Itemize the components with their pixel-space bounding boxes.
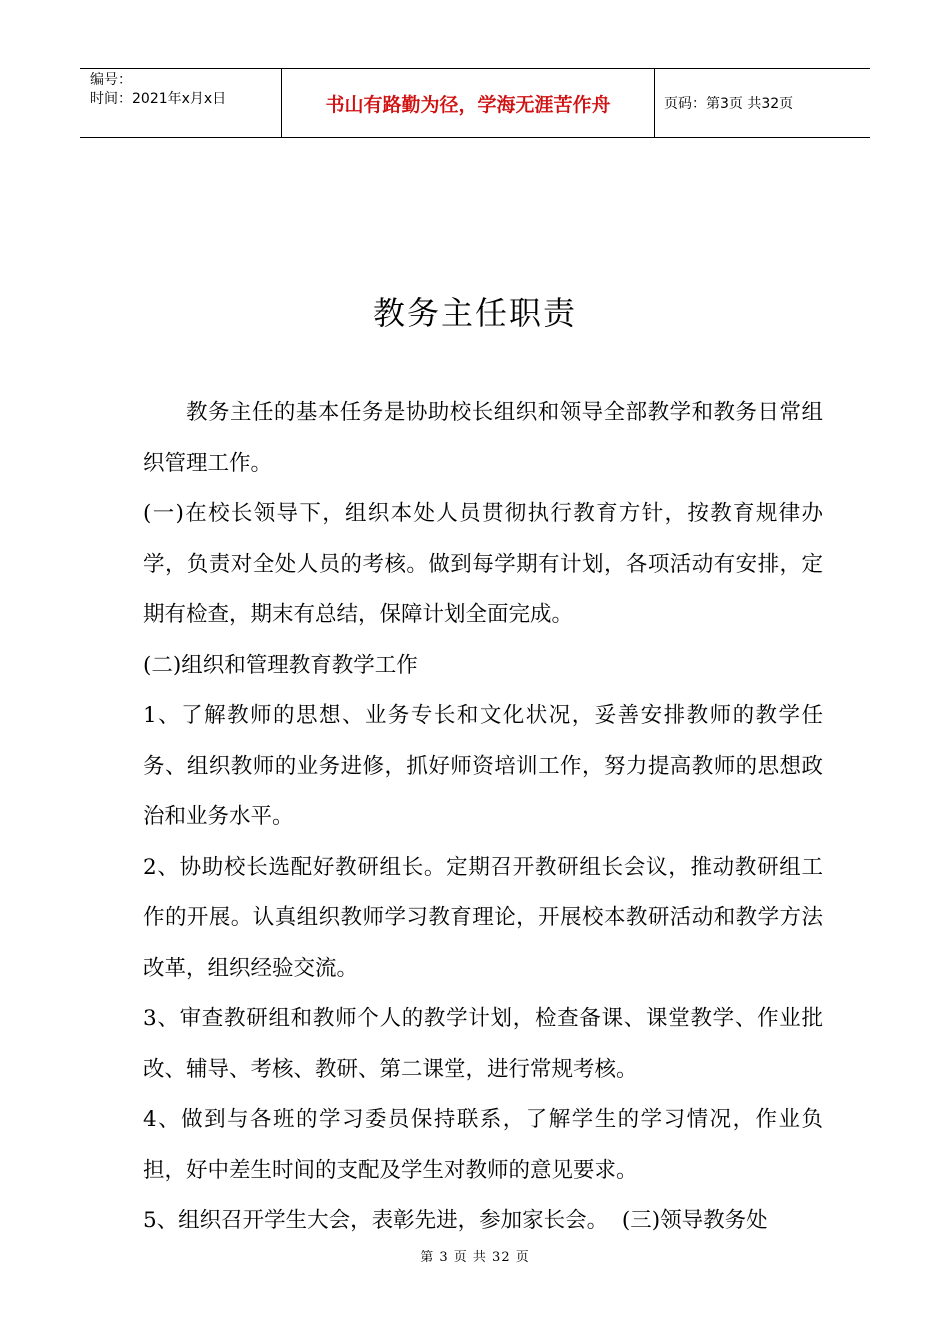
time-label: 时间：2021年x月x日 (90, 91, 227, 107)
paragraph: 教务主任的基本任务是协助校长组织和领导全部教学和教务日常组织管理工作。 (143, 400, 823, 476)
document-title: 教务主任职责 (372, 294, 577, 332)
header-page-info: 页码：第3页 共32页 (664, 96, 794, 112)
document-header (80, 68, 870, 138)
paragraph: 3、审查教研组和教师个人的教学计划，检查备课、课堂教学、作业批改、辅导、考核、教研、第二课堂，进行常规考核。 (143, 1006, 823, 1082)
paragraph: 4、做到与各班的学习委员保持联系，了解学生的学习情况，作业负担，好中差生时间的支配及学生对教师的意见要求。 (143, 1107, 823, 1183)
paragraph: 1、了解教师的思想、业务专长和文化状况，妥善安排教师的教学任务、组织教师的业务进修，抓好师资培训工作，努力提高教师的思想政治和业务水平。 (143, 703, 823, 829)
document-body (143, 388, 823, 1247)
header-motto: 书山有路勤为径，学海无涯苦作舟 (325, 93, 611, 116)
paragraph: 2、协助校长选配好教研组长。定期召开教研组长会议，推动教研组工作的开展。认真组织教师学习教育理论，开展校本教研活动和教学方法改革，组织经验交流。 (143, 854, 823, 981)
number-label: 编号： (90, 72, 132, 88)
page-footer: 第 3 页 共 32 页 (420, 1250, 530, 1265)
paragraph: (一)在校长领导下，组织本处人员贯彻执行教育方针，按教育规律办学，负责对全处人员的考核。做到每学期有计划，各项活动有安排，定期有检查，期末有总结，保障计划全面完成。 (143, 501, 823, 627)
header-meta (90, 71, 226, 109)
header-divider (654, 69, 655, 137)
paragraph: 5、组织召开学生大会，表彰先进，参加家长会。 (三)领导教务处 (143, 1208, 768, 1233)
paragraph: (二)组织和管理教育教学工作 (143, 652, 418, 678)
